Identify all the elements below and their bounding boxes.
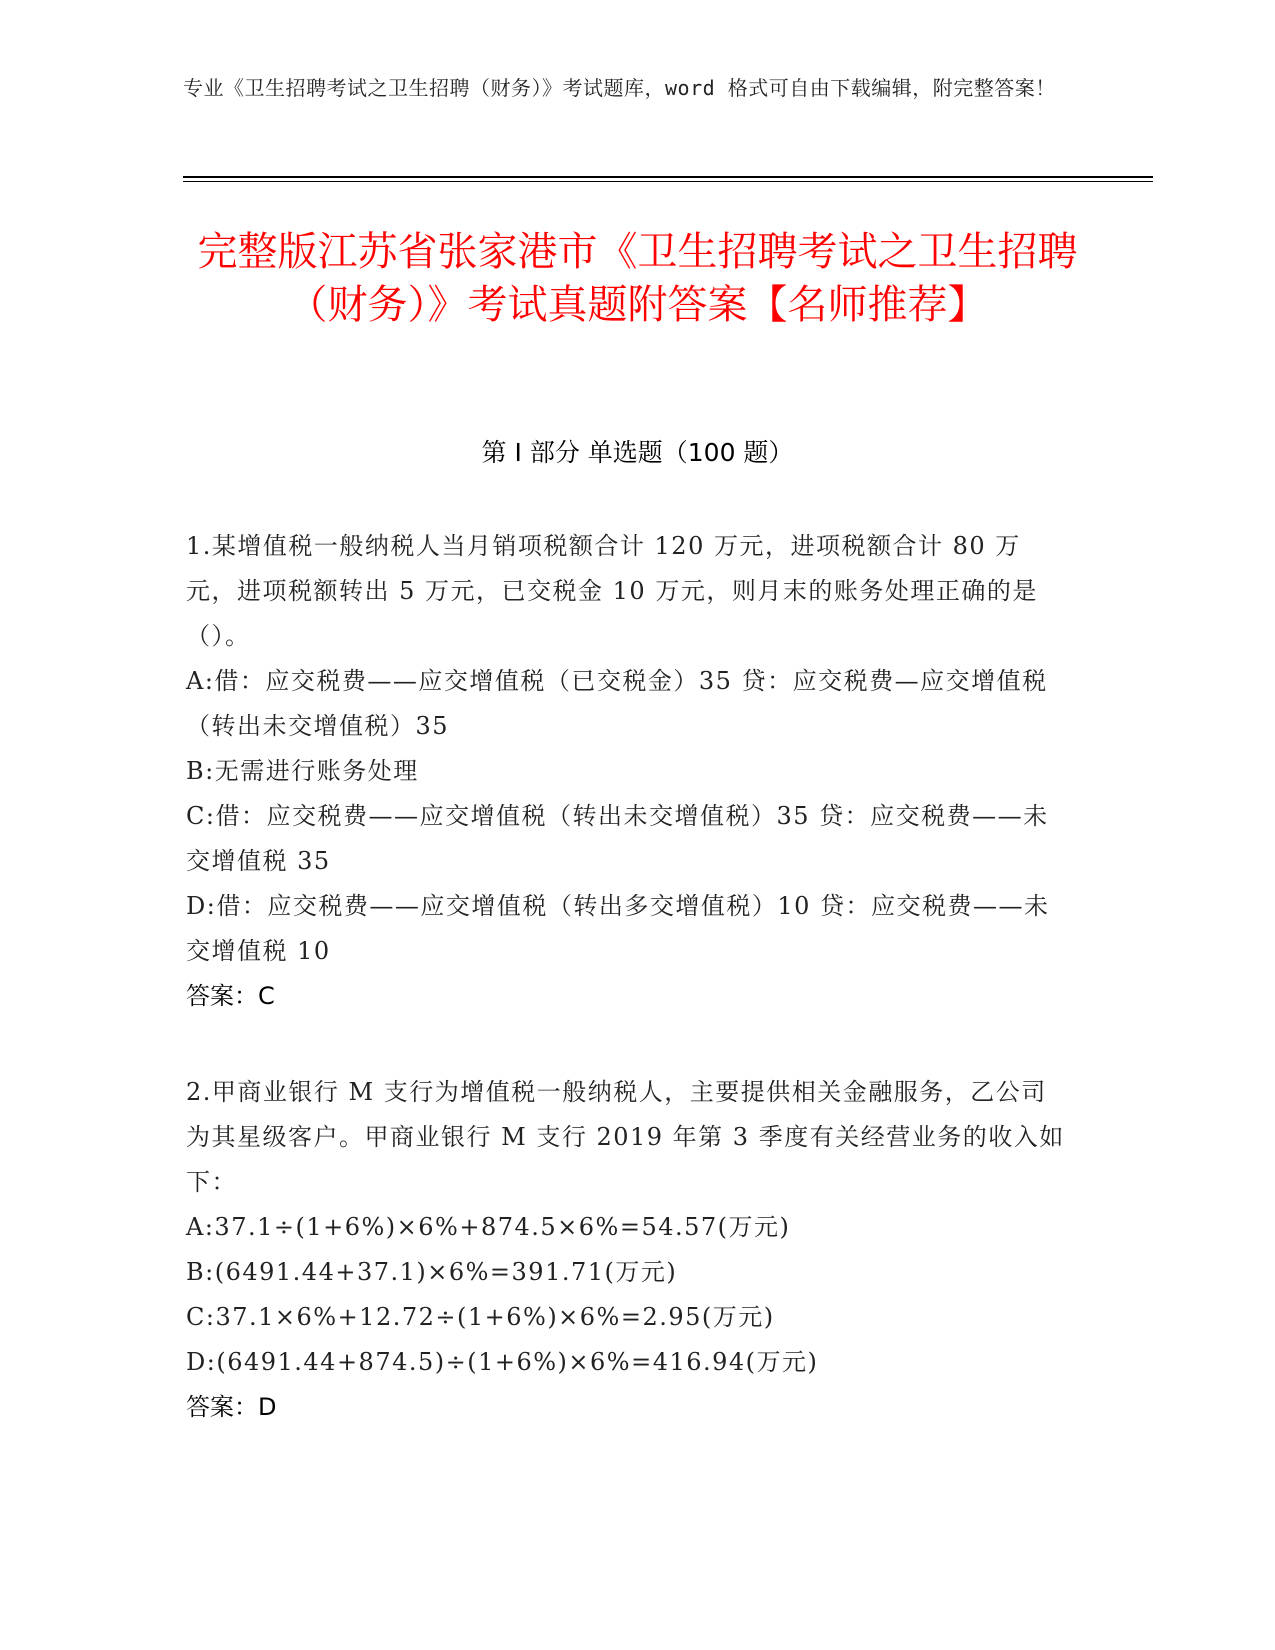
question-1 <box>186 524 1071 1019</box>
header-divider-thin <box>183 181 1153 182</box>
answer: 答案：C <box>186 982 275 1010</box>
answer: 答案：D <box>186 1393 277 1421</box>
option-b: B:(6491.44+37.1)×6%=391.71(万元) <box>186 1258 678 1286</box>
option-c: C:借：应交税费——应交增值税（转出未交增值税）35 贷：应交税费——未交增值税 35 <box>186 802 1049 875</box>
option-c: C:37.1×6%+12.72÷(1+6%)×6%=2.95(万元) <box>186 1303 775 1331</box>
header-divider-thick <box>183 176 1153 178</box>
section-heading: 第 I 部分 单选题（100 题） <box>481 438 794 467</box>
question-stem: 1.某增值税一般纳税人当月销项税额合计 120 万元，进项税额合计 80 万元，进项税额转出 5 万元，已交税金 10 万元，则月末的账务处理正确的是（）。 <box>186 532 1038 650</box>
option-b: B:无需进行账务处理 <box>186 757 419 785</box>
option-d: D:(6491.44+874.5)÷(1+6%)×6%=416.94(万元) <box>186 1348 819 1376</box>
question-2 <box>186 1070 1071 1430</box>
option-d: D:借：应交税费——应交增值税（转出多交增值税）10 贷：应交税费——未交增值税 10 <box>186 892 1050 965</box>
option-a: A:37.1÷(1+6%)×6%+874.5×6%=54.57(万元) <box>186 1213 791 1241</box>
option-a: A:借：应交税费——应交增值税（已交税金）35 贷：应交税费—应交增值税（转出未交增值税）35 <box>186 667 1048 740</box>
question-stem: 2.甲商业银行 M 支行为增值税一般纳税人，主要提供相关金融服务，乙公司为其星级客户。甲商业银行 M 支行 2019 年第 3 季度有关经营业务的收入如下： <box>186 1078 1065 1196</box>
document-title: 完整版江苏省张家港市《卫生招聘考试之卫生招聘（财务）》考试真题附答案【名师推荐】 <box>197 229 1078 328</box>
header-note: 专业《卫生招聘考试之卫生招聘（财务）》考试题库，word 格式可自由下载编辑，附完整答案！ <box>183 76 1056 100</box>
